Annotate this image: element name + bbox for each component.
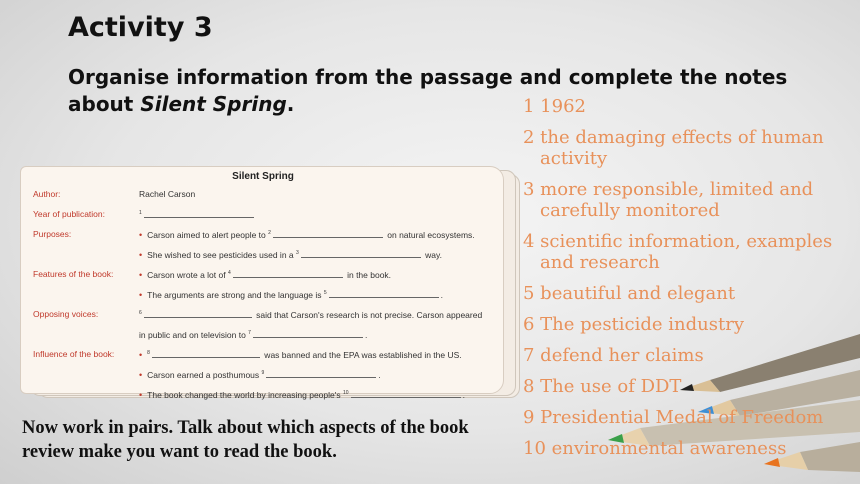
bullet-icon: •: [139, 250, 143, 260]
blank-number-5: 5: [323, 290, 327, 297]
blank-number-3: 3: [296, 250, 299, 257]
blank-8: [152, 349, 260, 358]
influence-3-text-a: The book changed the world by increasing people's: [147, 390, 343, 400]
opposing-2-text-b: .: [364, 330, 368, 340]
blank-3: [301, 249, 421, 258]
influence-label: Influence of the book:: [33, 349, 115, 359]
feature-1-text-b: in the book.: [344, 270, 392, 280]
opposing-2-line: [139, 329, 367, 340]
blank-number-4: 4: [227, 270, 231, 277]
blank-9: [266, 369, 376, 378]
purposes-label: Purposes:: [33, 229, 72, 239]
answer-item-5: 5 beautiful and elegant: [523, 283, 736, 304]
notes-row-purpose-1: [33, 226, 493, 246]
feature-2-text-a: The arguments are strong and the language is: [147, 290, 324, 300]
pair-work-instruction: Now work in pairs. Talk about which aspects of the book review make you want to read the book.: [22, 418, 469, 462]
bullet-icon: •: [139, 290, 143, 300]
notes-card-title: Silent Spring: [232, 171, 294, 182]
book-title-italic: Silent Spring: [140, 92, 287, 116]
features-label: Features of the book:: [33, 269, 114, 279]
bullet-icon: •: [139, 270, 143, 280]
feature-2-text-b: .: [440, 290, 444, 300]
influence-2-text-b: .: [378, 370, 381, 380]
bullet-icon: •: [139, 390, 143, 400]
influence-1-line: [139, 349, 462, 360]
notes-row-feature-1: [33, 266, 493, 286]
blank-5: [329, 289, 439, 298]
blank-number-2: 2: [268, 230, 271, 237]
opposing-2-text-a: in public and on television to: [139, 330, 249, 340]
answer-item-9: 9 Presidential Medal of Freedom: [523, 407, 824, 428]
notes-row-opposing-1: [33, 306, 493, 326]
influence-1-text: was banned and the EPA was established in the US.: [261, 350, 462, 360]
notes-card: [20, 166, 504, 400]
answer-item-6: 6 The pesticide industry: [523, 314, 744, 335]
notes-row-influence-2: [33, 366, 493, 386]
blank-number-9: 9: [261, 370, 265, 377]
notes-row-influence-3: [33, 386, 493, 406]
blank-6: [144, 309, 252, 318]
blank-1: [144, 209, 254, 218]
notes-row-author: [33, 186, 493, 206]
answer-item-2: 2 the damaging effects of human activity: [523, 127, 824, 169]
influence-2-text-a: Carson earned a posthumous: [147, 370, 262, 380]
influence-2-line: [139, 369, 381, 380]
influence-3-line: [139, 389, 465, 400]
purpose-1-text-a: Carson aimed to alert people to: [147, 230, 269, 240]
opposing-1-line: [139, 309, 482, 320]
feature-2-line: [139, 289, 443, 300]
purpose-2-text-a: She wished to see pesticides used in a: [147, 250, 296, 260]
notes-row-influence-1: [33, 346, 493, 366]
answer-item-3: 3 more responsible, limited and carefully monitored: [523, 179, 814, 221]
blank-7: [253, 329, 363, 338]
answer-item-4: 4 scientific information, examples and research: [523, 231, 833, 273]
bullet-icon: •: [139, 350, 143, 360]
feature-1-line: [139, 269, 391, 280]
answer-item-10: 10 environmental awareness: [523, 438, 787, 459]
blank-number-6: 6: [139, 310, 142, 317]
purpose-2-line: [139, 249, 442, 260]
bullet-icon: •: [139, 370, 143, 380]
blank-4: [233, 269, 343, 278]
blank-2: [273, 229, 383, 238]
opposing-label: Opposing voices:: [33, 309, 99, 319]
blank-number-8: 8: [147, 350, 150, 357]
purpose-1-line: [139, 229, 475, 240]
answer-item-1: 1 1962: [523, 96, 586, 117]
notes-card-stack: [20, 166, 520, 398]
author-label: Author:: [33, 189, 61, 199]
notes-row-year: [33, 206, 493, 226]
answer-item-7: 7 defend her claims: [523, 345, 704, 366]
blank-number-1: 1: [139, 210, 142, 217]
blank-number-10: 10: [343, 390, 349, 397]
answer-item-8: 8 The use of DDT: [523, 376, 682, 397]
feature-1-text-a: Carson wrote a lot of: [147, 270, 228, 280]
blank-number-7: 7: [248, 330, 251, 337]
notes-row-opposing-2: [33, 326, 493, 346]
notes-row-feature-2: [33, 286, 493, 306]
influence-3-text-b: .: [462, 390, 465, 400]
blank-10: [351, 389, 461, 398]
answer-list: [523, 96, 860, 469]
purpose-1-text-b: on natural ecosystems.: [384, 230, 475, 240]
purpose-2-text-b: way.: [422, 250, 442, 260]
year-label: Year of publication:: [33, 209, 105, 219]
author-value: Rachel Carson: [139, 189, 196, 199]
bullet-icon: •: [139, 230, 143, 240]
year-blank-line: [139, 209, 256, 220]
activity-title: Activity 3: [68, 12, 213, 43]
opposing-1-text: said that Carson's research is not precise. Carson appeared: [253, 310, 483, 320]
notes-row-purpose-2: [33, 246, 493, 266]
instruction-text-part1: Organise information from the passage and complete the notes about: [68, 65, 788, 116]
instruction-text-end: .: [286, 92, 295, 116]
